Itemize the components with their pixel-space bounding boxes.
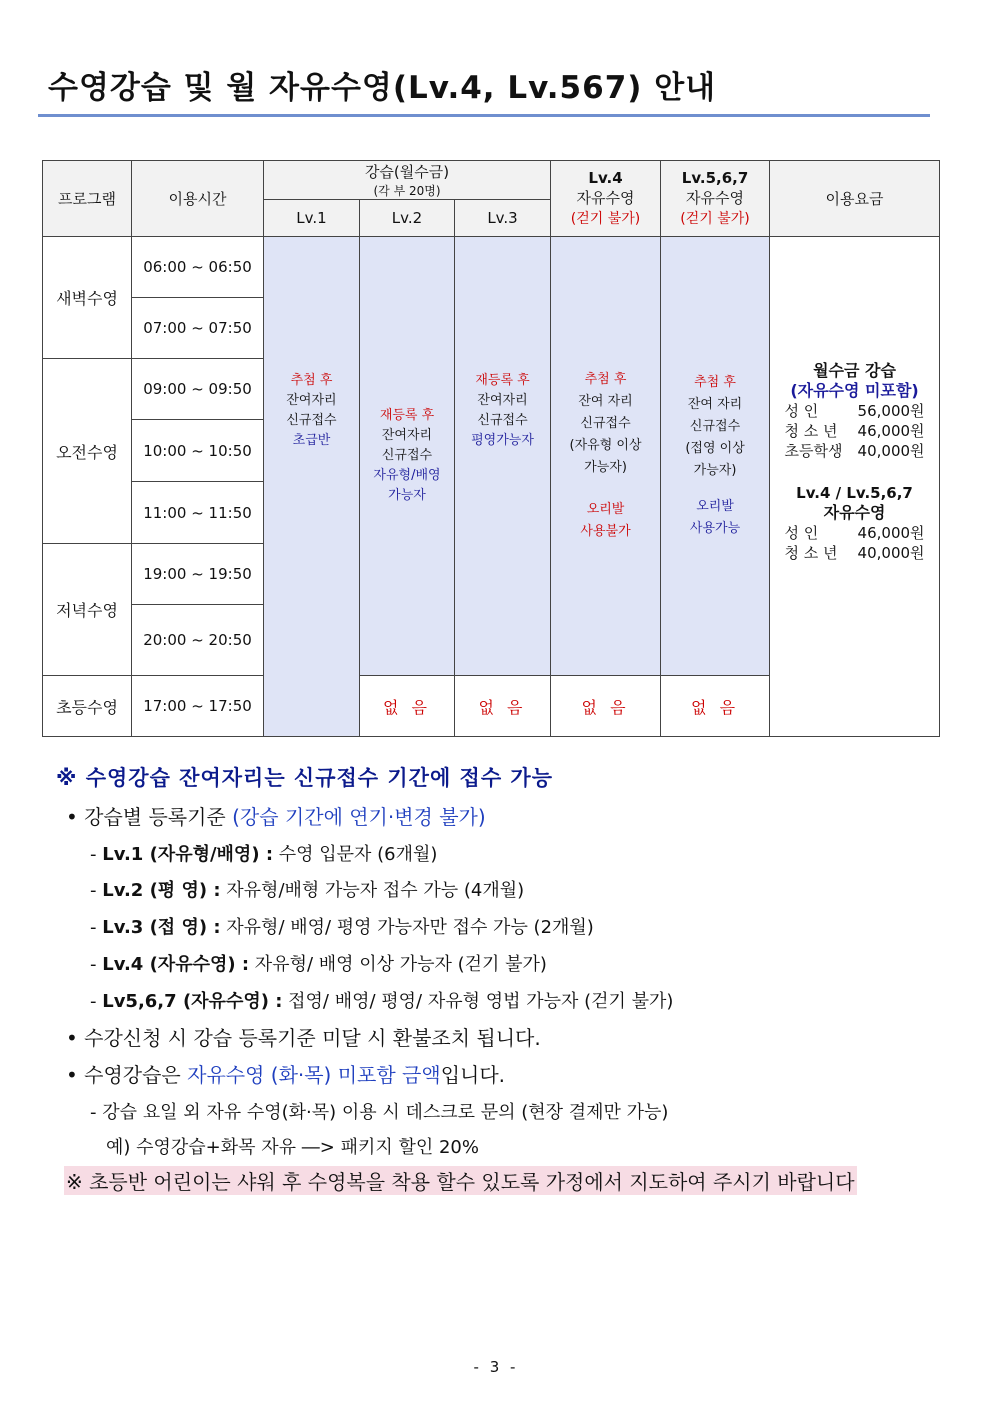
- time-slot: 07:00 ~ 07:50: [132, 298, 264, 359]
- notice-main: ※ 수영강습 잔여자리는 신규접수 기간에 접수 가능: [56, 766, 554, 790]
- free-swim-title: Lv.4 / Lv.5,6,7: [796, 484, 913, 502]
- lv567-line: (접영 이상: [685, 441, 745, 456]
- lv567-line: 추첨 후: [694, 375, 736, 390]
- time-slot: 10:00 ~ 10:50: [132, 420, 264, 482]
- lv2-line: 재등록 후: [379, 408, 435, 423]
- bullet-text-highlight: (강습 기간에 연기·변경 불가): [232, 805, 486, 829]
- fee-label: 청 소 년: [784, 422, 838, 440]
- kids-lv4-none: 없 음: [551, 676, 661, 737]
- header-fee: 이용요금: [770, 161, 940, 237]
- criteria-text: 자유형/ 배영/ 평영 가능자만 접수 가능 (2개월): [226, 917, 594, 938]
- lv1-line: 신규접수: [286, 413, 337, 428]
- bullet-dot: •: [66, 1063, 85, 1087]
- fee-row: [785, 401, 925, 421]
- fee-value: 40,000원: [857, 442, 925, 460]
- program-evening: 저녁수영: [43, 544, 132, 676]
- kids-lv3-none: 없 음: [455, 676, 551, 737]
- lv2-line: 자유형/배영: [373, 468, 441, 483]
- header-lv567-title: Lv.5,6,7: [681, 169, 749, 187]
- bullet-refund: [66, 1022, 541, 1051]
- header-lesson: [264, 161, 551, 200]
- kids-lv2-none: 없 음: [360, 676, 455, 737]
- criteria-text: 자유형/배형 가능자 접수 가능 (4개월): [226, 880, 525, 901]
- lv4-line: 오리발: [586, 502, 625, 517]
- fee-row: [785, 441, 925, 461]
- lv3-line: 신규접수: [477, 413, 528, 428]
- schedule-table: [42, 160, 940, 737]
- header-lesson-sub: (각 부 20명): [373, 184, 441, 198]
- lv567-line: 가능자): [693, 463, 737, 478]
- fee-title: 월수금 강습: [813, 361, 896, 380]
- header-lv4-note: (걷기 불가): [570, 211, 641, 227]
- bullet-text: 수영강습은: [84, 1063, 181, 1087]
- lv1-line: 초급반: [292, 433, 331, 448]
- header-lv3: Lv.3: [455, 200, 551, 237]
- page-number: - 3 -: [473, 1358, 519, 1376]
- fee-value: 40,000원: [857, 544, 925, 562]
- time-slot: 09:00 ~ 09:50: [132, 359, 264, 420]
- criteria-lv3: - Lv.3 (접 영) : 자유형/ 배영/ 평영 가능자만 접수 가능 (2개월): [90, 917, 594, 938]
- criteria-text: 수영 입문자 (6개월): [278, 844, 438, 865]
- fee-label: 성 인: [784, 402, 819, 420]
- fee-value: 46,000원: [857, 422, 925, 440]
- criteria-lv567: - Lv5,6,7 (자유수영) : 접영/ 배영/ 평영/ 자유형 영법 가능자 (걷기 불가): [90, 991, 674, 1012]
- bullet-text: 수강신청 시 강습 등록기준 미달 시 환불조치 됩니다.: [84, 1026, 541, 1050]
- criteria-text: 접영/ 배영/ 평영/ 자유형 영법 가능자 (걷기 불가): [288, 991, 674, 1012]
- bullet-text-highlight: 자유수영 (화·목) 미포함 금액: [187, 1063, 441, 1087]
- time-slot: 06:00 ~ 06:50: [132, 237, 264, 298]
- fee-row: [785, 543, 925, 563]
- lv4-line: 추첨 후: [584, 372, 627, 387]
- lv2-line: 가능자: [388, 488, 426, 503]
- fee-label: 초등학생: [784, 442, 843, 460]
- lv1-line: 잔여자리: [286, 393, 337, 408]
- header-lv4-title: Lv.4: [588, 169, 623, 187]
- lv2-line: 신규접수: [381, 448, 433, 463]
- free-swim-inquiry: - 강습 요일 외 자유 수영(화·목) 이용 시 데스크로 문의 (현장 결제만 가능): [90, 1102, 669, 1123]
- header-lesson-title: 강습(월수금): [364, 163, 450, 181]
- lv2-line: 잔여자리: [381, 428, 433, 443]
- fee-row: [785, 421, 925, 441]
- lv4-line: 가능자): [584, 460, 627, 475]
- package-discount: 예) 수영강습+화목 자유 ―> 패키지 할인 20%: [106, 1137, 479, 1158]
- bullet-criteria: [66, 801, 486, 830]
- criteria-lv2: - Lv.2 (평 영) : 자유형/배형 가능자 접수 가능 (4개월): [90, 880, 525, 901]
- criteria-label: Lv5,6,7 (자유수영) :: [102, 991, 283, 1012]
- lv4-line: 잔여 자리: [578, 394, 633, 409]
- bullet-dot: •: [66, 805, 85, 829]
- lv567-line: 신규접수: [689, 419, 741, 434]
- lv3-line: 재등록 후: [475, 373, 530, 388]
- bullet-dot: •: [66, 1026, 85, 1050]
- lv1-line: 추첨 후: [290, 373, 333, 388]
- page-title: 수영강습 및 월 자유수영(Lv.4, Lv.567) 안내: [48, 70, 717, 106]
- lv3-line: 평영가능자: [471, 433, 534, 448]
- criteria-label: Lv.4 (자유수영) :: [102, 954, 250, 975]
- fee-label: 성 인: [784, 524, 819, 542]
- header-lv567-sub: 자유수영: [686, 189, 745, 207]
- lv567-line: 사용가능: [689, 521, 741, 536]
- lv1-cell: [264, 237, 360, 737]
- fee-row: [785, 523, 925, 543]
- bullet-text: 강습별 등록기준: [84, 805, 226, 829]
- lv2-cell: [360, 237, 455, 676]
- lv567-line: 잔여 자리: [687, 397, 743, 412]
- time-slot: 11:00 ~ 11:50: [132, 482, 264, 544]
- fee-value: 56,000원: [857, 402, 925, 420]
- header-lv4: [551, 161, 661, 237]
- program-dawn: 새벽수영: [43, 237, 132, 359]
- program-morning: 오전수영: [43, 359, 132, 544]
- time-slot: 19:00 ~ 19:50: [132, 544, 264, 605]
- lv3-line: 잔여자리: [477, 393, 528, 408]
- lv4-cell: [551, 237, 661, 676]
- time-slot: 17:00 ~ 17:50: [132, 676, 264, 737]
- bullet-text: 입니다.: [440, 1063, 506, 1087]
- title-underline: [38, 114, 930, 117]
- header-lv4-sub: 자유수영: [576, 189, 635, 207]
- criteria-label: Lv.1 (자유형/배영) :: [102, 844, 274, 865]
- lv567-line: 오리발: [696, 499, 734, 514]
- fee-subtitle: (자유수영 미포함): [790, 381, 919, 400]
- criteria-lv1: - Lv.1 (자유형/배영) : 수영 입문자 (6개월): [90, 844, 438, 865]
- header-lv567-note: (걷기 불가): [680, 211, 750, 227]
- bullet-price-info: [66, 1059, 505, 1088]
- header-lv2: Lv.2: [360, 200, 455, 237]
- kids-shower-notice: ※ 초등반 어린이는 샤워 후 수영복을 착용 할수 있도록 가정에서 지도하여 주시기 바랍니다: [64, 1166, 857, 1195]
- time-slot: 20:00 ~ 20:50: [132, 605, 264, 676]
- fee-value: 46,000원: [857, 524, 925, 542]
- lv567-cell: [661, 237, 770, 676]
- free-swim-subtitle: 자유수영: [823, 503, 886, 522]
- criteria-text: 자유형/ 배영 이상 가능자 (걷기 불가): [254, 954, 547, 975]
- lv4-line: 신규접수: [580, 416, 631, 431]
- header-program: 프로그램: [43, 161, 132, 237]
- kids-lv567-none: 없 음: [661, 676, 770, 737]
- criteria-label: Lv.3 (접 영) :: [102, 917, 221, 938]
- criteria-label: Lv.2 (평 영) :: [102, 880, 221, 901]
- lv4-line: (자유형 이상: [569, 438, 642, 453]
- fee-label: 청 소 년: [784, 544, 838, 562]
- lv4-line: 사용불가: [580, 524, 631, 539]
- fee-cell: [770, 237, 940, 737]
- program-kids: 초등수영: [43, 676, 132, 737]
- header-lv567: [661, 161, 770, 237]
- lv3-cell: [455, 237, 551, 676]
- header-lv1: Lv.1: [264, 200, 360, 237]
- header-time: 이용시간: [132, 161, 264, 237]
- criteria-lv4: - Lv.4 (자유수영) : 자유형/ 배영 이상 가능자 (걷기 불가): [90, 954, 547, 975]
